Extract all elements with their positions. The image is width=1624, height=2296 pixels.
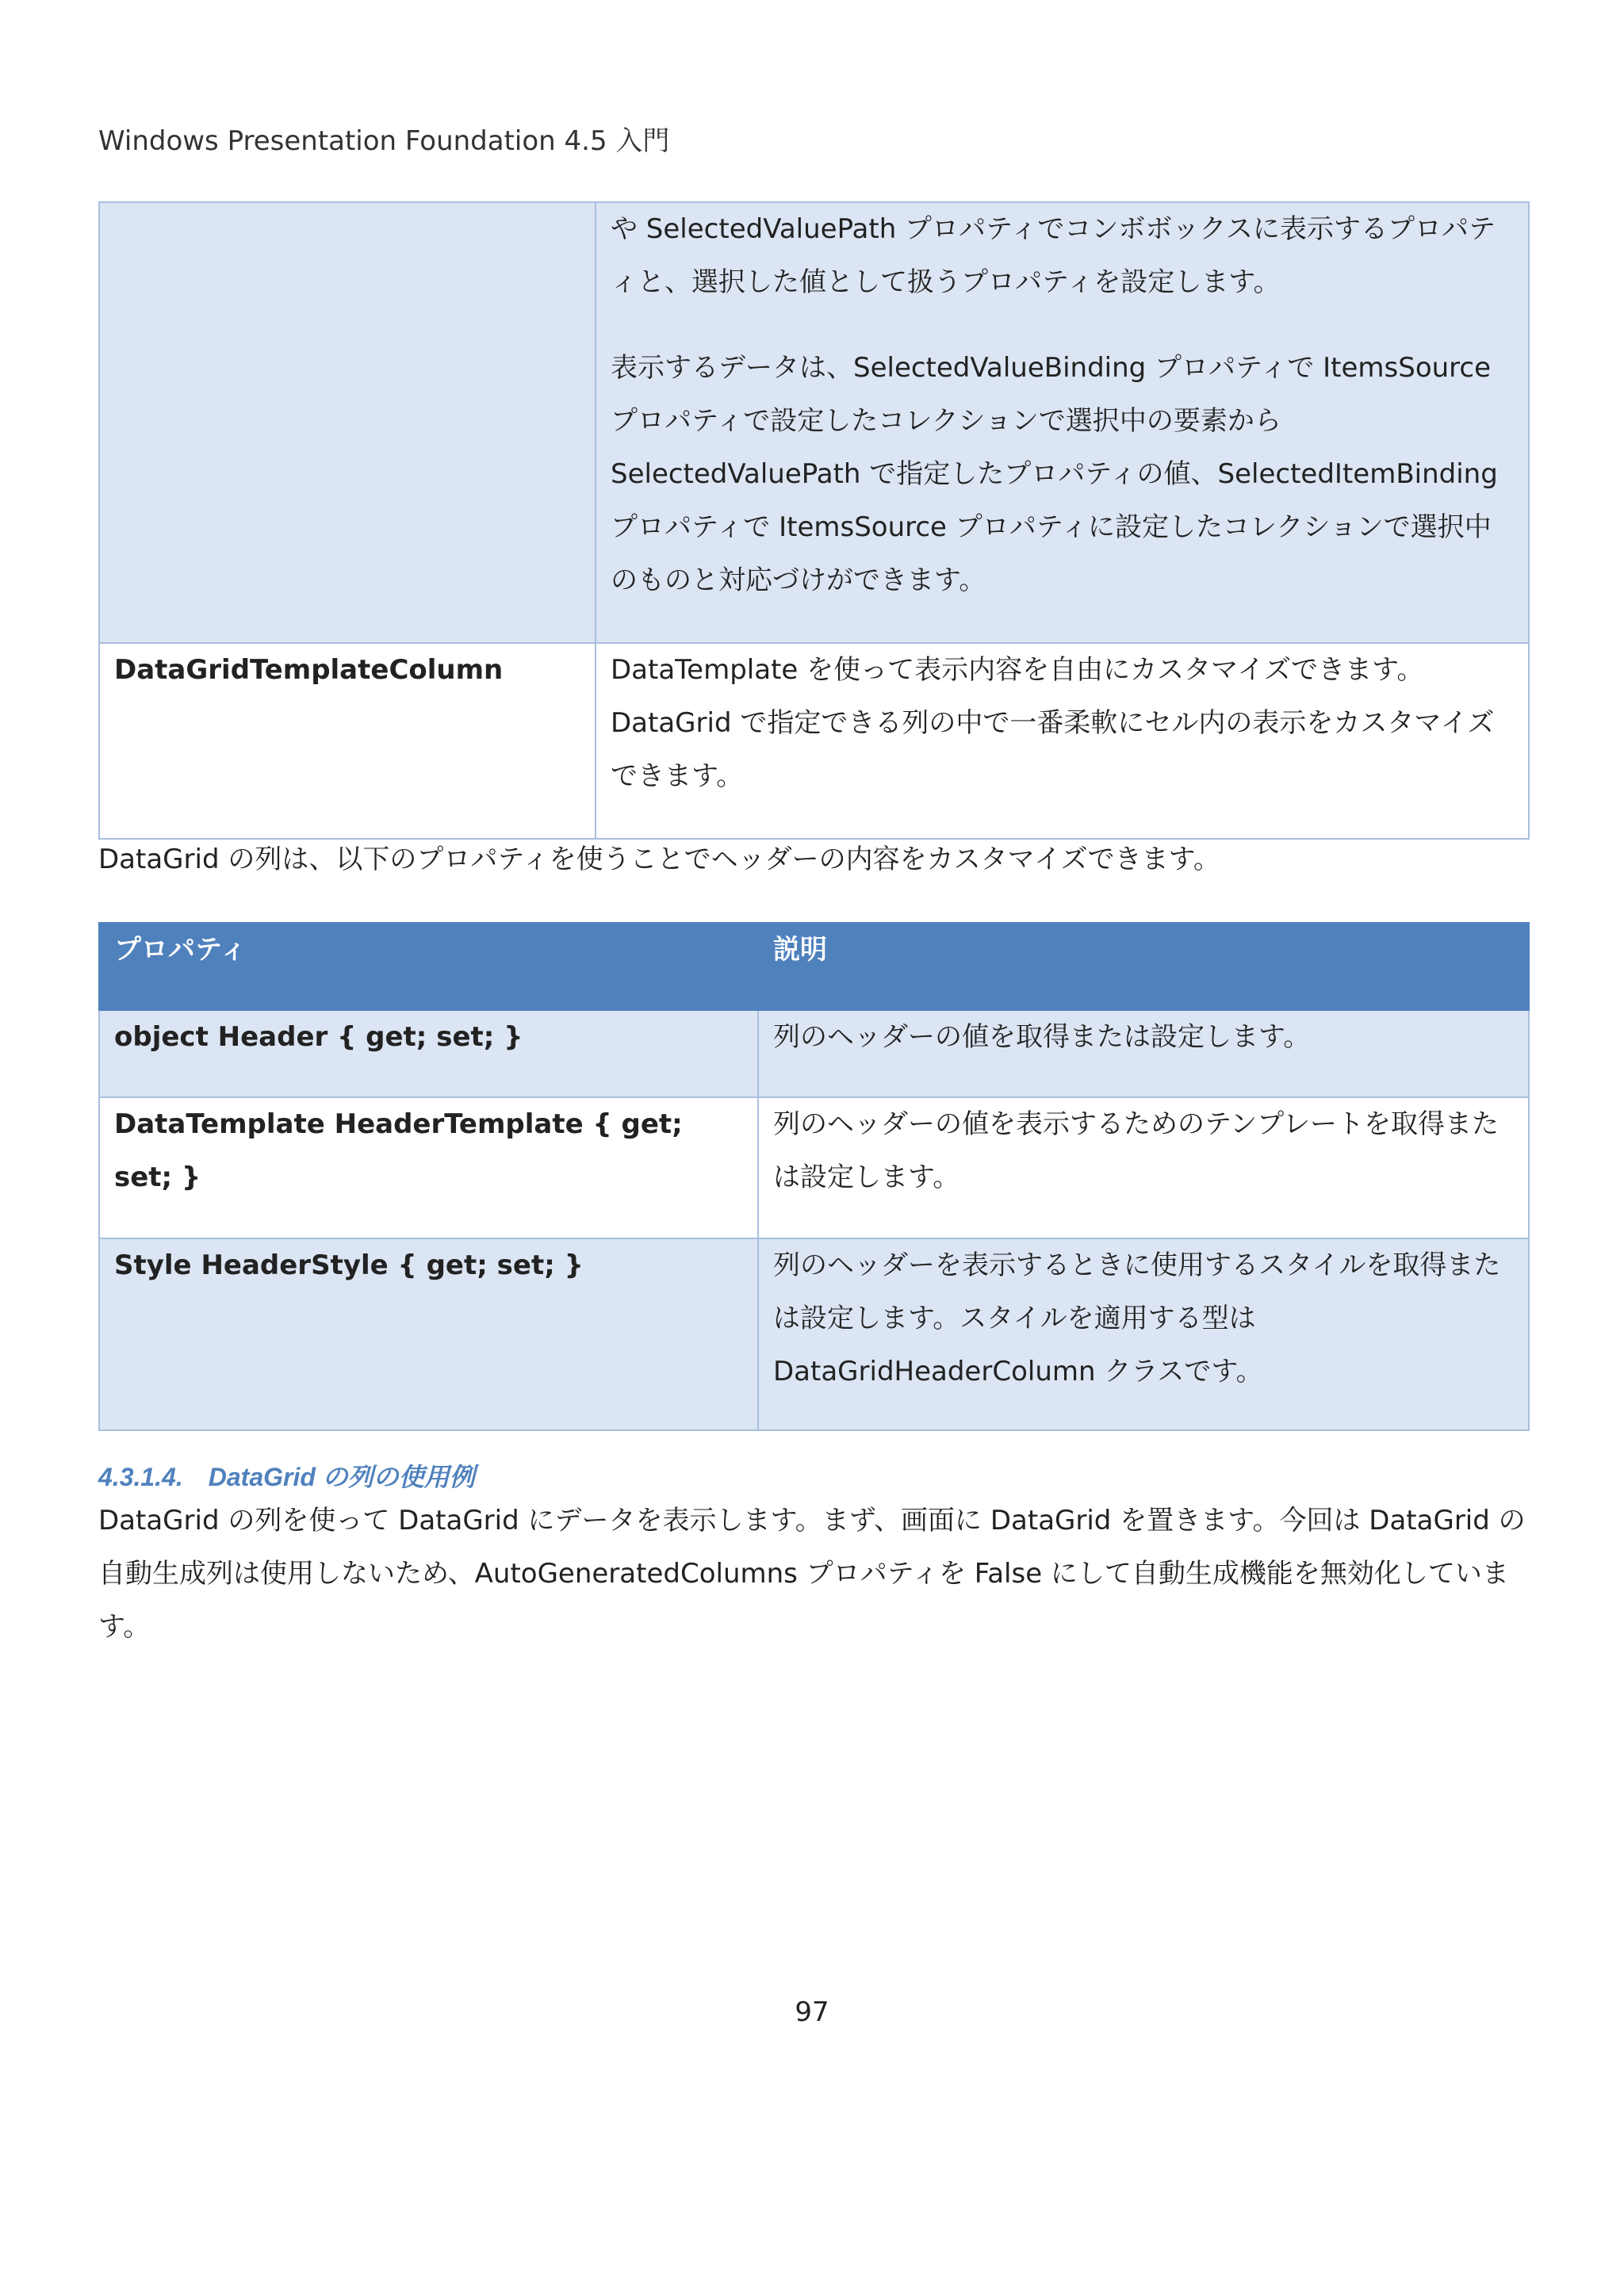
column-types-table (98, 201, 1530, 840)
description-cell: 列のヘッダーの値を取得または設定します。 (758, 1010, 1529, 1097)
property-cell: Style HeaderStyle { get; set; } (99, 1238, 758, 1430)
description-column-header: 説明 (758, 923, 1529, 1010)
header-properties-table (98, 922, 1530, 1431)
table-row (99, 202, 1529, 643)
column-name-cell (99, 202, 596, 643)
section-title: DataGrid の列の使用例 (208, 1463, 475, 1491)
table-row (99, 1010, 1529, 1097)
page-number: 97 (795, 1996, 829, 2028)
description-paragraph: や SelectedValuePath プロパティでコンボボックスに表示するプロパティと、選択した値として扱うプロパティを設定します。 (611, 213, 1496, 298)
description-cell: 列のヘッダーの値を表示するためのテンプレートを取得または設定します。 (758, 1097, 1529, 1238)
section-number: 4.3.1.4. (98, 1463, 183, 1491)
property-cell: DataTemplate HeaderTemplate { get; set; } (99, 1097, 758, 1238)
table-row (99, 1238, 1529, 1430)
intro-paragraph: DataGrid の列は、以下のプロパティを使うことでヘッダーの内容をカスタマイズできます。 (98, 844, 1220, 875)
body-paragraph: DataGrid の列を使って DataGrid にデータを表示します。まず、画面に DataGrid を置きます。今回は DataGrid の自動生成列は使用しないため、AutoGeneratedColumns プロパティを False にして自動生成機能を無効化しています。 (98, 1505, 1526, 1643)
column-description-cell: DataTemplate を使って表示内容を自由にカスタマイズできます。DataGrid で指定できる列の中で一番柔軟にセル内の表示をカスタマイズできます。 (596, 643, 1529, 839)
table-row (99, 1097, 1529, 1238)
running-header: Windows Presentation Foundation 4.5 入門 (98, 125, 670, 157)
property-column-header: プロパティ (99, 923, 758, 1010)
description-paragraph: 表示するデータは、SelectedValueBinding プロパティで ItemsSource プロパティで設定したコレクションで選択中の要素から SelectedValuePath で指定したプロパティの値、SelectedItemBinding プロパティで ItemsSource プロパティに設定したコレクションで選択中のものと対応づけができます。 (611, 352, 1498, 596)
column-description-cell (596, 202, 1529, 643)
description-cell: 列のヘッダーを表示するときに使用するスタイルを取得または設定します。スタイルを適用する型は DataGridHeaderColumn クラスです。 (758, 1238, 1529, 1430)
table-header-row (99, 923, 1529, 1010)
section-heading (98, 1457, 475, 1494)
property-cell: object Header { get; set; } (99, 1010, 758, 1097)
column-name-cell: DataGridTemplateColumn (99, 643, 596, 839)
table-row (99, 643, 1529, 839)
